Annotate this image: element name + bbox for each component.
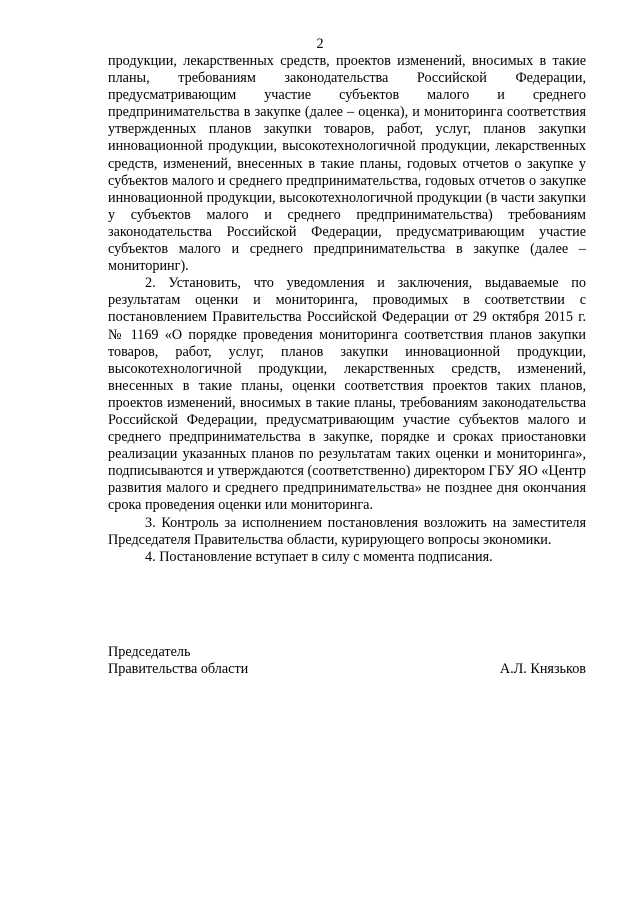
paragraph-2: 2. Установить, что уведомления и заключения, выдаваемые по результатам оценки и мониторинга, проводимых в соответствии с постановлением Правительства Российской Федерации от 29 октября 2015 г. № 1169 «О порядке проведения мониторинга соответствия планов закупки товаров, работ, услуг, планов закупки инновационной продукции, высокотехнологичной продукции, лекарственных средств, изменений, внесенных в такие планы, оценки соответствия проектов таких планов, проектов изменений, вносимых в такие планы, требованиям законодательства Российской Федерации, предусматривающим участие субъектов малого и среднего предпринимательства в закупке, порядке и сроках приостановки реализации указанных планов по результатам таких оценки и мониторинга», подписываются и утверждаются (соответственно) директором ГБУ ЯО «Центр развития малого и среднего предпринимательства» не позднее дня окончания срока проведения оценки или мониторинга.: [108, 275, 586, 514]
page-number: 2: [316, 36, 324, 52]
paragraph-3: 3. Контроль за исполнением постановления возложить на заместителя Председателя Правительства области, курирующего вопросы экономики.: [108, 514, 586, 548]
signatory-title-line2: Правительства области: [108, 661, 249, 678]
signatory-name: А.Л. Князьков: [499, 661, 586, 678]
signatory-title-line1: Председатель: [108, 644, 191, 660]
signature-block: [108, 644, 586, 678]
paragraph-4: 4. Постановление вступает в силу с момента подписания.: [145, 548, 493, 565]
document-body: [108, 53, 586, 566]
paragraph-continuation: продукции, лекарственных средств, проектов изменений, вносимых в такие планы, требованиям законодательства Российской Федерации, предусматривающим участие субъектов малого и среднего предпринимательства в закупке (далее – оценка), и мониторинга соответствия утвержденных планов закупки товаров, работ, услуг, планов закупки инновационной продукции, высокотехнологичной продукции, лекарственных средств, изменений, внесенных в такие планы, годовых отчетов о закупке у субъектов малого и среднего предпринимательства, годовых отчетов о закупке инновационной продукции, высокотехнологичной продукции (в части закупки у субъектов малого и среднего предпринимательства) требованиям законодательства Российской Федерации, предусматривающим участие субъектов малого и среднего предпринимательства в закупке (далее – мониторинг).: [108, 53, 586, 275]
